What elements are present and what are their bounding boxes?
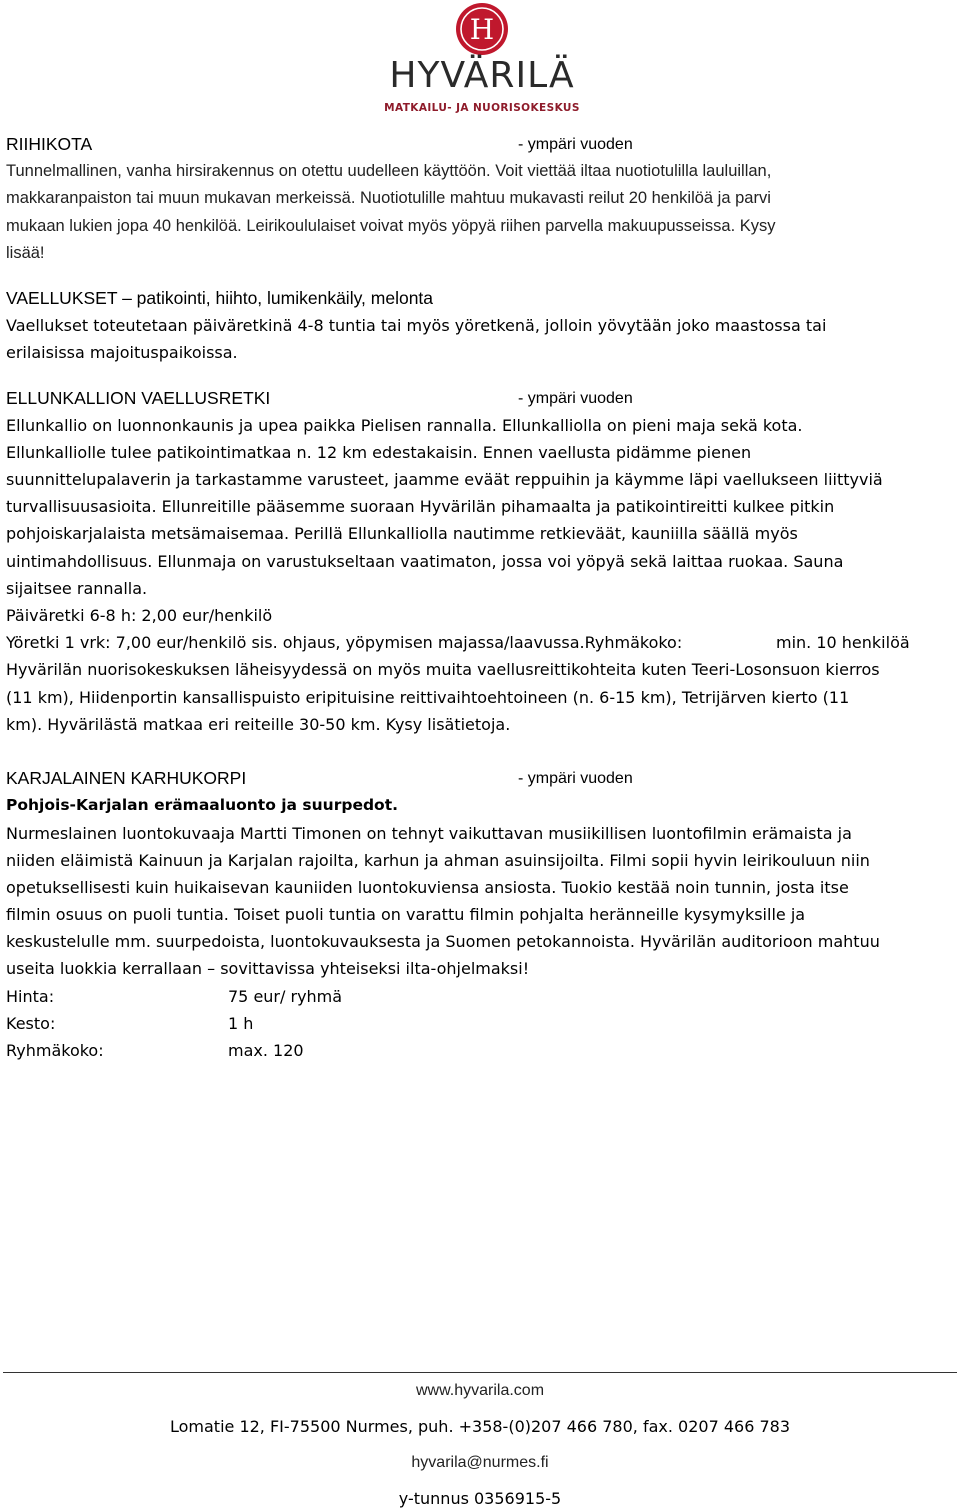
paragraph-line: km). Hyvärilästä matkaa eri reiteille 30-50 km. Kysy lisätietoja. [6,714,511,734]
price-line [6,629,954,656]
paragraph-line: lisää! [6,243,45,262]
detail-value: 75 eur/ ryhmä [228,986,343,1006]
section-title: VAELLUKSET – patikointi, hiihto, lumikenkäily, melonta [6,287,434,308]
paragraph-line: turvallisuusasioita. Ellunreitille pääsemme suoraan Hyvärilän pihamaalta ja patikointireitti kulkee pitkin [6,497,835,517]
section-title: KARJALAINEN KARHUKORPI [6,768,247,789]
paragraph-line: Ellunkalliolle tulee patikointimatkaa n. 12 km edestakaisin. Ennen vaellusta pidämme pienen [6,442,752,462]
footer-divider [3,1372,957,1373]
detail-label: Kesto: [6,1013,56,1033]
detail-value: 1 h [228,1013,254,1033]
paragraph-line: uintimahdollisuus. Ellunmaja on varustukseltaan vaatimaton, jossa voi yöpyä sekä laittaa ruokaa. Sauna [6,551,844,571]
detail-value: max. 120 [228,1041,304,1060]
paragraph-line: Ellunkallio on luonnonkaunis ja upea paikka Pielisen rannalla. Ellunkalliolla on pieni maja sekä kota. [6,415,803,435]
paragraph-line: opetuksellisesti kuin huikaisevan kauniiden luontokuviensa ansiosta. Tuokio kestää noin tunnin, josta itse [6,877,849,897]
section-vaellukset [6,285,954,367]
paragraph-line: filmin osuus on puoli tuntia. Toiset puoli tuntia on varattu filmin pohjalta heränneille kysymyksille ja [6,905,806,925]
paragraph-line: Tunnelmallinen, vanha hirsirakennus on otettu uudelleen käyttöön. Voit viettää iltaa nuotiotulilla lauluillan, [6,162,772,181]
svg-text:H: H [469,13,495,46]
footer-website: www.hyvarila.com [415,1382,545,1399]
hyvarila-emblem-icon [454,1,510,57]
detail-row-group-size [6,1037,954,1064]
paragraph-line: suunnittelupalaverin ja tarkastamme varusteet, jaamme eväät reppuihin ja käymme läpi vaellukseen liittyviä [6,470,883,490]
paragraph-line: Hyvärilän nuorisokeskuksen läheisyydessä on myös muita vaellusreittikohteita kuten Teeri-Losonsuon kierros [6,660,880,680]
document-body [6,131,954,1064]
section-heading [6,765,954,792]
footer-address: Lomatie 12, FI-75500 Nurmes, puh. +358-(0)207 466 780, fax. 0207 466 783 [169,1417,790,1436]
section-subtitle: Pohjois-Karjalan erämaaluonto ja suurpedot. [6,796,398,815]
paragraph-line: niiden eläimistä Kainuun ja Karjalan rajoilta, karhun ja ahman asuinsijoilta. Filmi sopii hyvin leirikouluun niin [6,850,870,870]
paragraph-line: useita luokkia kerrallaan – sovittavissa yhteiseksi ilta-ohjelmaksi! [6,959,530,979]
paragraph-line: keskustelulle mm. suurpedoista, luontokuvauksesta ja Suomen petokannoista. Hyvärilän auditorioon mahtuu [6,932,880,952]
section-riihikota [6,131,954,267]
price-line: Päiväretki 6-8 h: 2,00 eur/henkilö [6,606,273,625]
section-karhukorpi [6,765,954,1064]
hyvarila-logo [380,0,584,118]
section-title: ELLUNKALLION VAELLUSRETKI [6,387,271,408]
section-heading [6,385,954,412]
paragraph-line: Nurmeslainen luontokuvaaja Martti Timonen on tehnyt vaikuttavan musiikillisen luontofilmin erämaista ja [6,823,852,843]
season-label: - ympäri vuoden [518,389,633,407]
paragraph-line: sijaitsee rannalla. [6,578,148,598]
season-label: - ympäri vuoden [518,770,633,788]
detail-label: Hinta: [6,986,55,1006]
group-size: min. 10 henkilöä [776,633,910,653]
paragraph-line: mukaan lukien jopa 40 henkilöä. Leirikoululaiset voivat myös yöpyä riihen parvella makuupusseissa. Kysy [6,216,776,235]
detail-label: Ryhmäkoko: [6,1041,104,1060]
paragraph-line: (11 km), Hiidenportin kansallispuisto eripituisine reittivaihtoehtoineen (n. 6-15 km), Tetrijärven kierto (11 [6,687,850,707]
paragraph-line: Vaellukset toteutetaan päiväretkinä 4-8 tuntia tai myös yöretkenä, jolloin yövytään joko maastossa tai [6,316,827,336]
paragraph-line: makkaranpaiston tai muun mukavan merkeissä. Nuotiotulille mahtuu mukavasti reilut 20 henkilöä ja parvi [6,189,771,208]
detail-row-duration [6,1010,954,1037]
section-ellunkallio [6,385,954,738]
footer-business-id: y-tunnus 0356915-5 [398,1489,562,1508]
footer-email: hyvarila@nurmes.fi [411,1454,549,1471]
season-label: - ympäri vuoden [518,136,633,153]
section-heading [6,131,954,158]
paragraph-line: erilaisissa majoituspaikoissa. [6,343,238,363]
logo-brand: HYVÄRILÄ [389,55,575,96]
overnight-price: Yöretki 1 vrk: 7,00 eur/henkilö sis. ohjaus, yöpymisen majassa/laavussa.Ryhmäkoko: [6,633,683,653]
detail-row-price [6,983,954,1010]
section-heading [6,285,954,312]
logo-tagline: MATKAILU- JA NUORISOKESKUS [384,102,580,114]
section-title: RIIHIKOTA [6,134,93,154]
paragraph-line: pohjoiskarjalaista metsämaisemaa. Perillä Ellunkalliolla nautimme retkieväät, kauniilla säällä myös [6,524,798,544]
